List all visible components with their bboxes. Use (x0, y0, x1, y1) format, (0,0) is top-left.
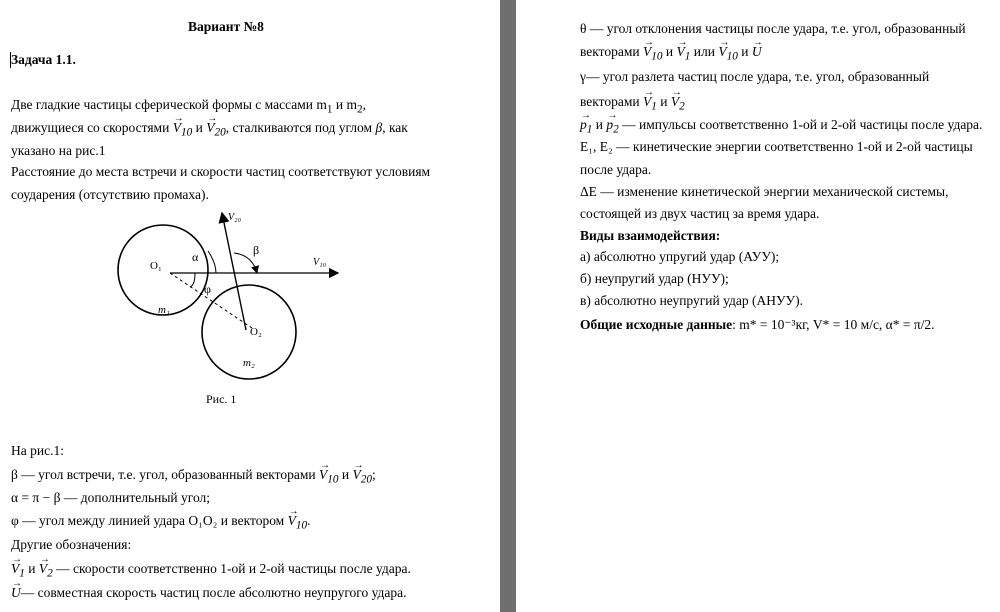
o1-label: O₁ (150, 260, 162, 272)
energy-line-1: E₁, E₂ — кинетические энергии соответственно 1-ой и 2-ой частицы (580, 139, 973, 154)
problem-line-2: движущиеся со скоростями → $V_{10}$ $и \to V_{20}$, сталкиваются под углом β, как (11, 119, 408, 142)
delta-e-line-2: состоящей из двух частиц за время удара. (580, 206, 820, 221)
variant-title: Вариант №8 (188, 19, 264, 34)
theta-line-1: θ — угол отклонения частицы после удара, т.е. угол, образованный (580, 21, 966, 36)
beta-label: β (253, 243, 260, 257)
elastic-impact: а) абсолютно упругий удар (АУУ); (580, 249, 780, 264)
v20-label: V₂₀ (228, 212, 242, 223)
momentum-line: → $p_1$ $и \to p_2$ — импульсы соответственно 1-ой и 2-ой частицы после удара. (580, 116, 982, 139)
o2-label: O₂ (250, 326, 262, 338)
right-page (516, 0, 1000, 612)
figure-caption: Рис. 1 (206, 392, 237, 406)
distance-line-1: Расстояние до места встречи и скорости частиц соответствуют условиям (11, 164, 431, 179)
task-heading: Задача 1.1. (11, 52, 76, 67)
page-gutter (500, 0, 516, 612)
delta-e-line-1: ΔE — изменение кинетической энергии механической системы, (580, 184, 949, 199)
problem-line-1: Две гладкие частицы сферической формы с массами $m_1$ и $m_2$, (11, 97, 366, 116)
gamma-line-2: векторами → $V_1$ $и \to V_2$ (580, 93, 685, 116)
v-definition: → $V_1$ $и \to V_2$ — скорости соответственно 1-ой и 2-ой частицы после удара. (11, 560, 411, 583)
phi-arc (190, 273, 195, 287)
v10-label: V₁₀ (313, 257, 327, 268)
perfectly-inelastic-impact: в) абсолютно неупругий удар (АНУУ). (580, 293, 803, 308)
m1-label: m₁ (158, 304, 170, 316)
alpha-arc (208, 251, 216, 273)
gamma-line-1: γ— угол разлета частиц после удара, т.е. угол, образованный (580, 69, 930, 84)
v20-vector (222, 213, 246, 330)
problem-line-3: указано на рис.1 (11, 143, 106, 158)
legend-heading: На рис.1: (11, 443, 64, 458)
interaction-types-heading: Виды взаимодействия: (580, 228, 721, 243)
alpha-definition: α = π − β — дополнительный угол; (11, 490, 211, 505)
u-definition: → U— совместная скорость частиц после абсолютно неупругого удара. (11, 584, 407, 602)
given-data: Общие исходные данные: m* = 10⁻³кг, V* = 10 м/с, α* = π/2. (580, 317, 935, 332)
other-notation-heading: Другие обозначения: (11, 537, 132, 552)
phi-definition: φ — угол между линией удара O₁O₂ и вектором → $V_{10}$. (11, 512, 310, 535)
phi-label: φ (204, 282, 211, 296)
distance-line-2: соударения (отсутствию промаха). (11, 187, 209, 202)
m2-label: m₂ (243, 357, 255, 369)
inelastic-impact: б) неупругий удар (НУУ); (580, 271, 729, 286)
theta-line-2: векторами → $V_{10}$ $и \to V_1$ или → $V_{10}$ и → U (580, 43, 762, 66)
particle-1-circle (118, 225, 208, 315)
collision-figure (100, 205, 350, 420)
energy-line-2: после удара. (580, 162, 652, 177)
alpha-label: α (192, 250, 199, 264)
beta-definition: β — угол встречи, т.е. угол, образованный векторами → $V_{10}$ $и \to V_{20}$; (11, 466, 376, 489)
